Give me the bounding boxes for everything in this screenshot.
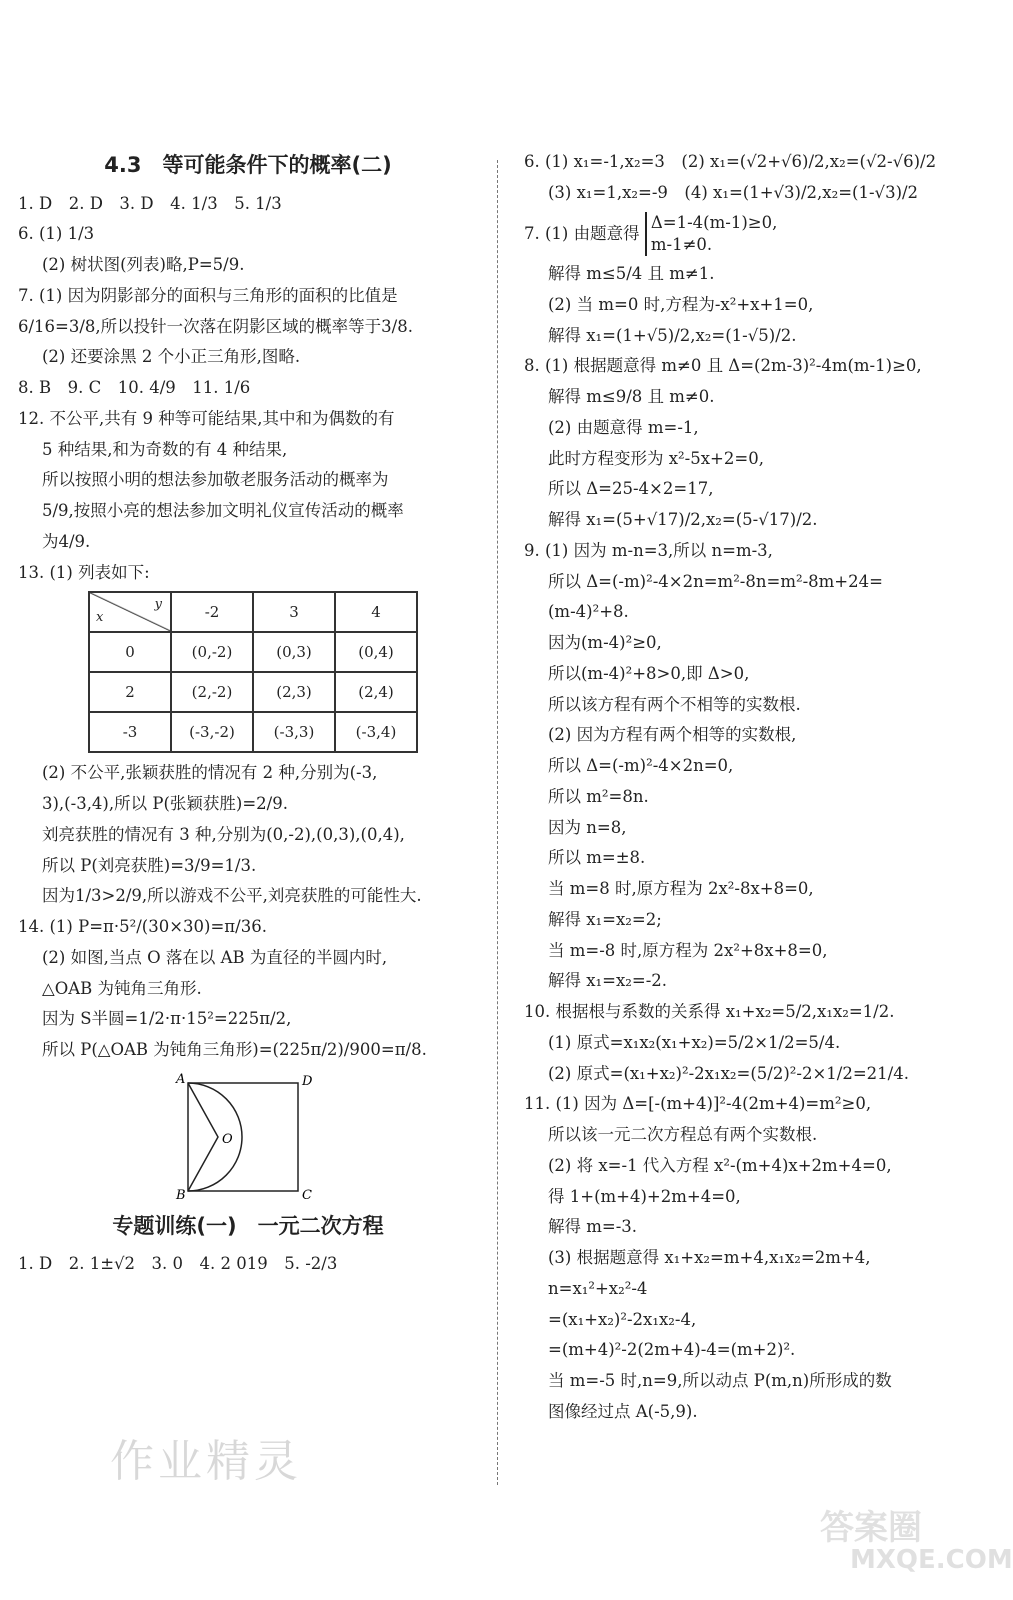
- outcome-table: [88, 591, 418, 753]
- answer-13-2-conclusion: 因为1/3>2/9,所以游戏不公平,刘亮获胜的可能性大.: [42, 886, 422, 906]
- answer-7-1-cont: 6/16=3/8,所以投针一次落在阴影区域的概率等于3/8.: [18, 316, 413, 336]
- watermark-logo: 答案圈: [820, 1508, 922, 1548]
- left-column: [18, 150, 478, 1283]
- answer-r9-n: 当 m=-8 时,原方程为 2x²+8x+8=0,: [548, 940, 828, 960]
- answer-r7-2: (2) 当 m=0 时,方程为-x²+x+1=0,: [548, 294, 814, 314]
- answer-r7-1-lead: 7. (1) 由题意得: [524, 223, 640, 243]
- answer-13-2-cont: 3),(-3,4),所以 P(张颖获胜)=2/9.: [42, 794, 288, 813]
- answer-r8-1-result: 解得 m≤9/8 且 m≠0.: [548, 387, 715, 407]
- answer-r11-b: 所以该一元二次方程总有两个实数根.: [548, 1125, 818, 1145]
- section2-title: 专题训练(一) 一元二次方程: [112, 1213, 384, 1238]
- table-cell: (0,4): [335, 632, 417, 672]
- table-cell: -3: [89, 712, 171, 752]
- table-header-cell: 4: [335, 592, 417, 632]
- answer-r8-1: 8. (1) 根据题意得 m≠0 且 Δ=(2m-3)²-4m(m-1)≥0,: [524, 356, 922, 376]
- answer-r10-b: (1) 原式=x₁x₂(x₁+x₂)=5/2×1/2=5/4.: [548, 1032, 841, 1052]
- label-O: O: [222, 1131, 233, 1147]
- answer-14-2-cont: △OAB 为钝角三角形.: [42, 978, 202, 998]
- table-row: [89, 672, 417, 712]
- answer-r9-g: (2) 因为方程有两个相等的实数根,: [548, 725, 797, 745]
- answer-13-1: 13. (1) 列表如下:: [18, 562, 150, 582]
- answer-r8-2-eq: 此时方程变形为 x²-5x+2=0,: [548, 448, 764, 468]
- answer-r9-o: 解得 x₁=x₂=-2.: [548, 971, 668, 991]
- answer-r11-f: (3) 根据题意得 x₁+x₂=m+4,x₁x₂=2m+4,: [548, 1248, 871, 1268]
- label-B: B: [176, 1187, 186, 1203]
- table-cell: (-3,-2): [171, 712, 253, 752]
- answer-13-2-prob: 所以 P(刘亮获胜)=3/9=1/3.: [42, 855, 257, 875]
- corner-y-label: y: [154, 597, 162, 613]
- answer-14-2-area: 因为 S半圆=1/2·π·15²=225π/2,: [42, 1009, 292, 1029]
- answer-13-2-liu: 刘亮获胜的情况有 3 种,分别为(0,-2),(0,3),(0,4),: [42, 824, 405, 844]
- table-header-cell: 3: [253, 592, 335, 632]
- answer-7-1: 7. (1) 因为阴影部分的面积与三角形的面积的比值是: [18, 285, 398, 305]
- table-cell: (-3,3): [253, 712, 335, 752]
- table-cell: (2,4): [335, 672, 417, 712]
- answer-12-a: 12. 不公平,共有 9 种等可能结果,其中和为偶数的有: [18, 408, 395, 428]
- answer-line-special-1-5: 1. D 2. 1±√2 3. 0 4. 2 019 5. -2/3: [18, 1254, 338, 1274]
- condition-2: m-1≠0.: [650, 234, 713, 254]
- answer-6-2: (2) 树状图(列表)略,P=5/9.: [42, 255, 245, 274]
- condition-brace: [645, 212, 777, 257]
- answer-line-8-11: 8. B 9. C 10. 4/9 11. 1/6: [18, 378, 251, 397]
- answer-r11-a: 11. (1) 因为 Δ=[-(m+4)]²-4(2m+4)=m²≥0,: [524, 1094, 872, 1114]
- answer-r11-c: (2) 将 x=-1 代入方程 x²-(m+4)x+2m+4=0,: [548, 1155, 892, 1175]
- column-divider: [497, 160, 498, 1485]
- answer-r9-d: 因为(m-4)²≥0,: [548, 633, 662, 653]
- corner-x-label: x: [96, 609, 104, 625]
- answer-14-1: 14. (1) P=π·5²/(30×30)=π/36.: [18, 917, 267, 936]
- table-header-cell: -2: [171, 592, 253, 632]
- answer-r8-2-result: 解得 x₁=(5+√17)/2,x₂=(5-√17)/2.: [548, 510, 818, 530]
- square-semicircle-figure: [168, 1071, 318, 1201]
- answer-r6-b: (3) x₁=1,x₂=-9 (4) x₁=(1+√3)/2,x₂=(1-√3)/2: [548, 182, 919, 202]
- table-cell: (0,3): [253, 632, 335, 672]
- answer-r9-c: (m-4)²+8.: [548, 602, 629, 622]
- table-cell: (2,3): [253, 672, 335, 712]
- answer-r9-h: 所以 Δ=(-m)²-4×2n=0,: [548, 756, 734, 776]
- answer-14-2: (2) 如图,当点 O 落在以 AB 为直径的半圆内时,: [42, 947, 388, 967]
- answer-r9-a: 9. (1) 因为 m-n=3,所以 n=m-3,: [524, 540, 773, 560]
- answer-r9-j: 因为 n=8,: [548, 817, 627, 837]
- answer-6-1: 6. (1) 1/3: [18, 224, 95, 244]
- answer-r7-1-result: 解得 m≤5/4 且 m≠1.: [548, 264, 715, 284]
- table-cell: (0,-2): [171, 632, 253, 672]
- table-cell: (2,-2): [171, 672, 253, 712]
- answer-r11-h: =(x₁+x₂)²-2x₁x₂-4,: [548, 1309, 697, 1329]
- answer-r9-k: 所以 m=±8.: [548, 848, 646, 868]
- answer-r11-i: =(m+4)²-2(2m+4)-4=(m+2)².: [548, 1340, 796, 1360]
- answer-r6-a: 6. (1) x₁=-1,x₂=3 (2) x₁=(√2+√6)/2,x₂=(√2-√6)/2: [524, 152, 937, 171]
- answer-7-2: (2) 还要涂黑 2 个小正三角形,图略.: [42, 347, 301, 367]
- answer-r10-c: (2) 原式=(x₁+x₂)²-2x₁x₂=(5/2)²-2×1/2=21/4.: [548, 1063, 909, 1083]
- answer-r10-a: 10. 根据根与系数的关系得 x₁+x₂=5/2,x₁x₂=1/2.: [524, 1002, 895, 1022]
- semicircle-arc: [188, 1083, 242, 1191]
- table-header-row: [89, 592, 417, 632]
- answer-r9-e: 所以(m-4)²+8>0,即 Δ>0,: [548, 663, 750, 683]
- answer-r9-b: 所以 Δ=(-m)²-4×2n=m²-8n=m²-8m+24=: [548, 571, 883, 591]
- answer-line-1-5: 1. D 2. D 3. D 4. 1/3 5. 1/3: [18, 193, 282, 213]
- table-cell: (-3,4): [335, 712, 417, 752]
- answer-12-b: 5 种结果,和为奇数的有 4 种结果,: [42, 439, 288, 459]
- table-row: [89, 632, 417, 672]
- answer-r11-g: n=x₁²+x₂²-4: [548, 1278, 648, 1298]
- table-row: [89, 712, 417, 752]
- label-A: A: [176, 1071, 186, 1087]
- answer-14-2-prob: 所以 P(△OAB 为钝角三角形)=(225π/2)/900=π/8.: [42, 1040, 427, 1059]
- answer-12-d: 5/9,按照小亮的想法参加文明礼仪宣传活动的概率: [42, 501, 404, 520]
- answer-12-e: 为4/9.: [42, 531, 91, 551]
- answer-r11-d: 得 1+(m+4)+2m+4=0,: [548, 1186, 741, 1206]
- answer-13-2: (2) 不公平,张颖获胜的情况有 2 种,分别为(-3,: [42, 763, 378, 783]
- answer-r9-f: 所以该方程有两个不相等的实数根.: [548, 694, 801, 714]
- answer-r9-l: 当 m=8 时,原方程为 2x²-8x+8=0,: [548, 879, 814, 899]
- answer-r11-k: 图像经过点 A(-5,9).: [548, 1401, 698, 1421]
- table-corner-cell: [89, 592, 171, 632]
- condition-1: Δ=1-4(m-1)≥0,: [650, 212, 778, 232]
- watermark-zuoye: 作业精灵: [110, 1436, 302, 1487]
- answer-r8-2: (2) 由题意得 m=-1,: [548, 417, 699, 437]
- label-D: D: [302, 1073, 313, 1089]
- section-title: 4.3 等可能条件下的概率(二): [104, 153, 392, 177]
- answer-r8-2-delta: 所以 Δ=25-4×2=17,: [548, 479, 714, 499]
- square-shape: [188, 1083, 298, 1191]
- answer-r9-i: 所以 m²=8n.: [548, 786, 649, 806]
- answer-12-c: 所以按照小明的想法参加敬老服务活动的概率为: [42, 470, 389, 490]
- triangle-OAB: [188, 1083, 218, 1191]
- right-column: [524, 150, 984, 1431]
- answer-r7-1: [524, 212, 984, 257]
- watermark-url: MXQE.COM: [850, 1545, 1013, 1575]
- answer-r7-2-result: 解得 x₁=(1+√5)/2,x₂=(1-√5)/2.: [548, 325, 797, 345]
- table-cell: 2: [89, 672, 171, 712]
- table-cell: 0: [89, 632, 171, 672]
- label-C: C: [302, 1187, 312, 1203]
- answer-r11-e: 解得 m=-3.: [548, 1217, 638, 1237]
- answer-r11-j: 当 m=-5 时,n=9,所以动点 P(m,n)所形成的数: [548, 1371, 892, 1391]
- answer-r9-m: 解得 x₁=x₂=2;: [548, 909, 662, 929]
